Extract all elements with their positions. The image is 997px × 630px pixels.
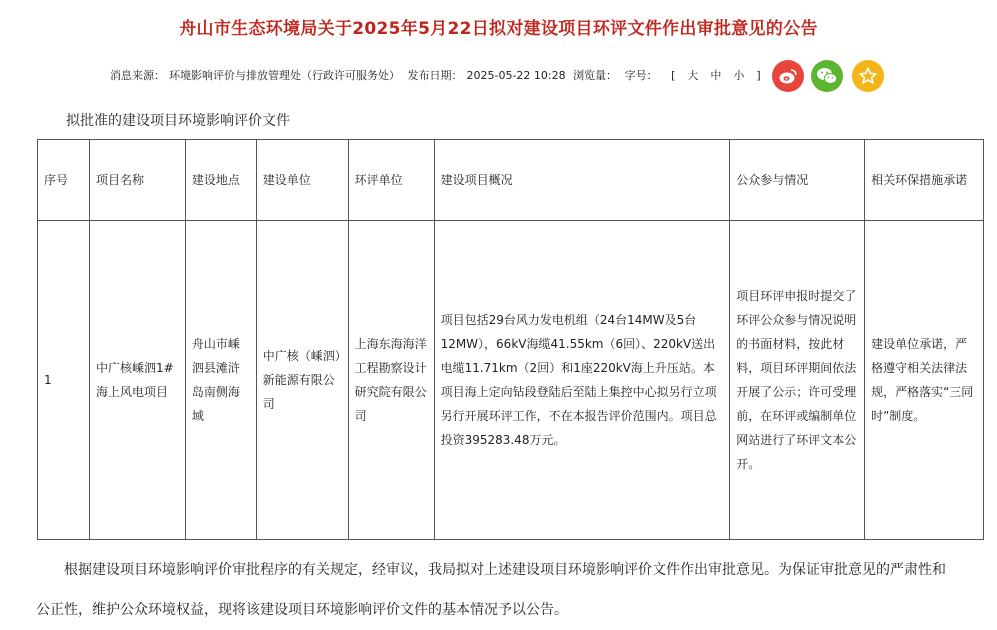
- table-row: [38, 221, 984, 540]
- bracket-close: ]: [756, 69, 761, 82]
- date-label: 发布日期：: [407, 69, 463, 82]
- header-cell: 建设地点: [185, 140, 256, 221]
- font-size-switcher: [665, 69, 767, 82]
- project-overview: 项目包括29台风力发电机组（24台14MW及5台12MW），66kV海缆41.55km（6回）、220kV送出电缆11.71km（2回）和1座220kV海上升压站。本项目海上定向钻段登陆后至陆上集控中心拟另行立项另行开展环评工作，不在本报告评价范围内。项目总投资395283.48万元。: [434, 221, 730, 540]
- construction-unit: 中广核（嵊泗）新能源有限公司: [256, 221, 348, 540]
- project-location: 舟山市嵊泗县滩浒岛南侧海域: [185, 221, 256, 540]
- bracket-open: [: [671, 69, 676, 82]
- page-title: 舟山市生态环境局关于2025年5月22日拟对建设项目环评文件作出审批意见的公告: [179, 19, 818, 39]
- font-size-large[interactable]: 大: [687, 69, 699, 82]
- environmental-commitment: 建设单位承诺，严格遵守相关法律法规，严格落实“三同时”制度。: [865, 221, 984, 540]
- source-label: 消息来源：: [110, 69, 165, 82]
- table-intro: 拟批准的建设项目环境影响评价文件: [66, 113, 290, 129]
- star-icon: [859, 67, 877, 85]
- public-participation: 项目环评申报时提交了环评公众参与情况说明的书面材料，按此材料，项目环评期间依法开展了公示；许可受理前，在环评或编制单位网站进行了环评文本公开。: [730, 221, 865, 540]
- article-meta: [110, 67, 771, 83]
- font-size-medium[interactable]: 中: [710, 69, 722, 82]
- wechat-icon: [816, 67, 838, 85]
- wechat-share-button[interactable]: [811, 60, 843, 92]
- favorite-button[interactable]: [852, 60, 884, 92]
- font-size-label: 字号：: [624, 69, 658, 82]
- eia-unit: 上海东海海洋工程勘察设计研究院有限公司: [348, 221, 434, 540]
- header-cell: 建设单位: [256, 140, 348, 221]
- header-cell: 项目名称: [89, 140, 185, 221]
- eia-table: [37, 139, 984, 540]
- project-name: 中广核嵊泗1#海上风电项目: [89, 221, 185, 540]
- weibo-icon: [778, 67, 798, 85]
- header-cell: 公众参与情况: [730, 140, 865, 221]
- font-size-small[interactable]: 小: [733, 69, 745, 82]
- row-number: 1: [38, 221, 90, 540]
- table-header-row: [38, 140, 984, 221]
- date-value: 2025-05-22 10:28: [466, 69, 566, 82]
- header-cell: 相关环保措施承诺: [865, 140, 984, 221]
- announcement-text: 根据建设项目环境影响评价审批程序的有关规定，经审议，我局拟对上述建设项目环境影响评价文件作出审批意见。为保证审批意见的严肃性和公正性，维护公众环境权益，现将该建设项目环境影响评价文件的基本情况予以公告。: [36, 562, 946, 618]
- header-cell: 环评单位: [348, 140, 434, 221]
- weibo-share-button[interactable]: [772, 60, 804, 92]
- header-cell: 建设项目概况: [434, 140, 730, 221]
- source-value: 环境影响评价与排放管理处（行政许可服务处）: [169, 69, 400, 82]
- views-label: 浏览量：: [573, 69, 618, 82]
- header-cell: 序号: [38, 140, 90, 221]
- announcement-paragraph: [36, 550, 956, 630]
